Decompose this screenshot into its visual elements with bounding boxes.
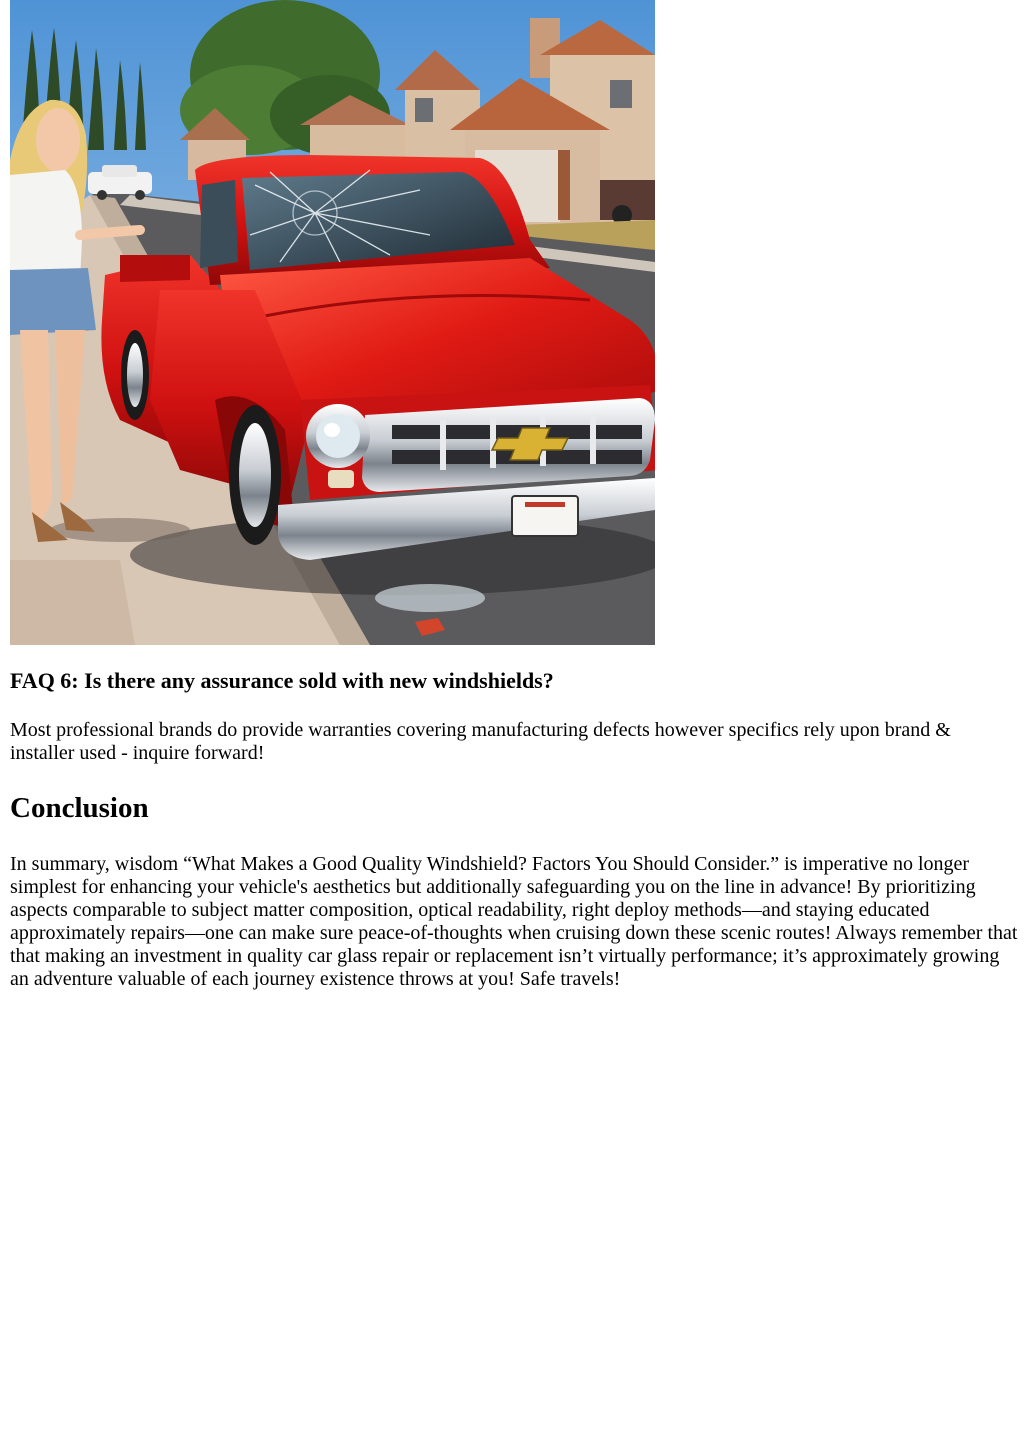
faq-6-answer: Most professional brands do provide warranties covering manufacturing defects however specifics rely upon brand & installer used - inquire forward! [10, 719, 951, 765]
faq-6-question: FAQ 6: Is there any assurance sold with new windshields? [10, 668, 554, 693]
article-hero-image [10, 0, 655, 645]
hero-scene [10, 0, 655, 645]
conclusion-heading: Conclusion [10, 792, 149, 825]
conclusion-text: In summary, wisdom “What Makes a Good Quality Windshield? Factors You Should Consider.” is imperative no longer simplest for enhancing your vehicle's aesthetics but additionally safeguarding you on the line in advance! By prioritizing aspects comparable to subject matter composition, optical readability, right deploy methods—and staying educated approximately repairs—one can make sure peace-of-thoughts when cruising down these scenic routes! Always remember that that making an investment in quality car glass repair or replacement isn’t virtually performance; it’s approximately growing an adventure valuable of each journey existence throws at you! Safe travels! [10, 853, 1018, 991]
article-content [10, 668, 1018, 991]
